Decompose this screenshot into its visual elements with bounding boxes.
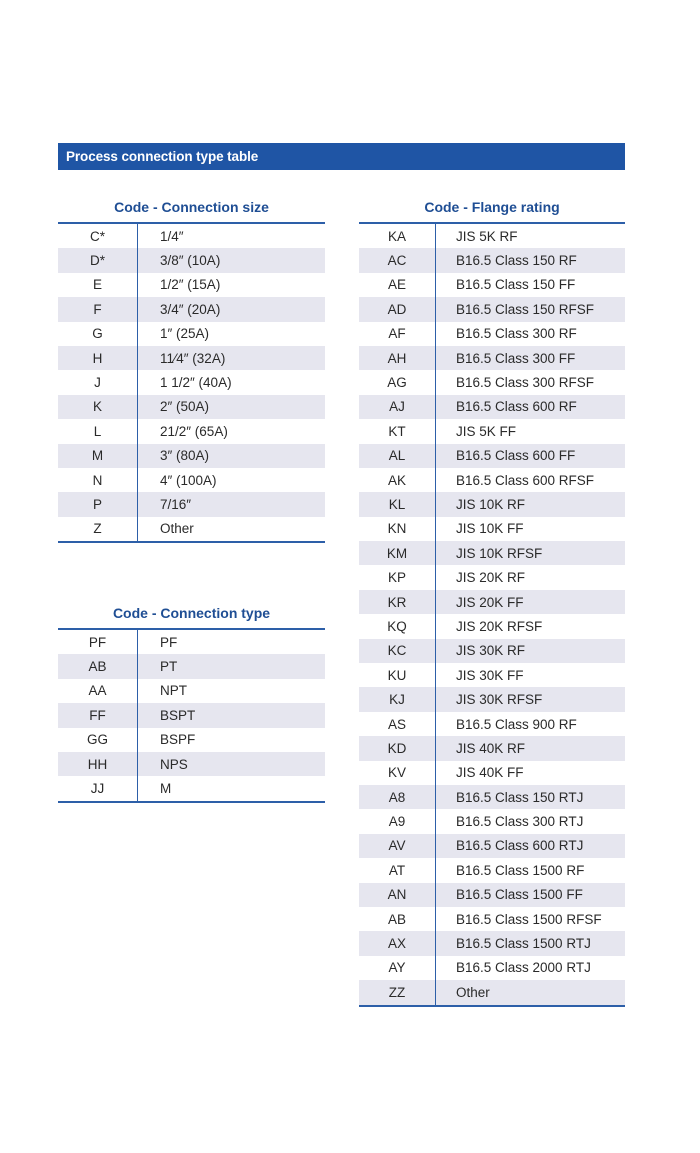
value-cell: NPT <box>160 683 187 699</box>
code-cell: KQ <box>359 614 436 638</box>
section-banner <box>58 143 625 170</box>
code-cell: D* <box>58 248 138 272</box>
code-cell: KD <box>359 736 436 760</box>
value-cell: B16.5 Class 150 RTJ <box>456 789 584 805</box>
value-cell: 3/4″ (20A) <box>160 301 221 317</box>
code-cell: J <box>58 370 138 394</box>
table-row <box>58 679 325 703</box>
code-cell: P <box>58 492 138 516</box>
table-row <box>359 297 625 321</box>
table-row <box>58 273 325 297</box>
table-title: Code - Connection type <box>112 605 271 621</box>
code-cell: KJ <box>359 687 436 711</box>
table-row <box>58 297 325 321</box>
table-row <box>359 785 625 809</box>
code-cell: AT <box>359 858 436 882</box>
value-cell: PF <box>160 634 178 650</box>
value-cell: JIS 30K FF <box>456 667 524 683</box>
value-cell: 21/2″ (65A) <box>160 423 228 439</box>
value-cell: JIS 30K RF <box>456 643 526 659</box>
table-row <box>58 703 325 727</box>
connection-type-table <box>58 598 325 803</box>
table-row <box>58 346 325 370</box>
table-row <box>359 565 625 589</box>
code-cell: KR <box>359 590 436 614</box>
table-row <box>359 883 625 907</box>
code-cell: E <box>58 273 138 297</box>
table-row <box>58 776 325 800</box>
value-cell: 1″ (25A) <box>160 326 210 342</box>
table-row <box>58 517 325 541</box>
value-cell: NPS <box>160 756 188 772</box>
value-cell: JIS 40K FF <box>456 765 524 781</box>
code-cell: GG <box>58 728 138 752</box>
code-cell: ZZ <box>359 980 436 1004</box>
table-row <box>359 980 625 1004</box>
code-cell: M <box>58 444 138 468</box>
value-cell: B16.5 Class 300 FF <box>456 350 576 366</box>
value-cell: 4″ (100A) <box>160 472 217 488</box>
table-row <box>58 224 325 248</box>
connection-size-table <box>58 192 325 543</box>
code-cell: HH <box>58 752 138 776</box>
value-cell: JIS 40K RF <box>456 740 526 756</box>
table-row <box>359 663 625 687</box>
value-cell: B16.5 Class 2000 RTJ <box>456 960 591 976</box>
value-cell: JIS 10K FF <box>456 521 524 537</box>
table-row <box>58 728 325 752</box>
value-cell: B16.5 Class 1500 FF <box>456 887 583 903</box>
value-cell: JIS 20K RF <box>456 570 526 586</box>
code-cell: A9 <box>359 809 436 833</box>
value-cell: B16.5 Class 150 RF <box>456 253 577 269</box>
value-cell: JIS 20K RFSF <box>456 618 543 634</box>
table-row <box>359 395 625 419</box>
table-row <box>58 322 325 346</box>
table-row <box>359 322 625 346</box>
code-cell: KV <box>359 761 436 785</box>
code-cell: AY <box>359 956 436 980</box>
code-cell: Z <box>58 517 138 541</box>
code-cell: AN <box>359 883 436 907</box>
table-row <box>359 370 625 394</box>
value-cell: Other <box>160 521 194 537</box>
table-row <box>58 248 325 272</box>
table-row <box>359 956 625 980</box>
value-cell: 7/16″ <box>160 496 192 512</box>
code-cell: PF <box>58 630 138 654</box>
value-cell: B16.5 Class 600 RFSF <box>456 472 595 488</box>
value-cell: BSPF <box>160 732 196 748</box>
table-row <box>359 248 625 272</box>
table-row <box>359 687 625 711</box>
code-cell: AC <box>359 248 436 272</box>
table-title: Code - Flange rating <box>424 199 560 215</box>
code-cell: AB <box>359 907 436 931</box>
table-row <box>359 931 625 955</box>
code-cell: AE <box>359 273 436 297</box>
code-cell: FF <box>58 703 138 727</box>
code-cell: G <box>58 322 138 346</box>
code-cell: A8 <box>359 785 436 809</box>
table-row <box>359 858 625 882</box>
code-cell: L <box>58 419 138 443</box>
code-cell: F <box>58 297 138 321</box>
value-cell: B16.5 Class 1500 RFSF <box>456 911 602 927</box>
value-cell: JIS 10K RFSF <box>456 545 543 561</box>
code-cell: AS <box>359 712 436 736</box>
code-cell: AD <box>359 297 436 321</box>
value-cell: B16.5 Class 900 RF <box>456 716 577 732</box>
code-cell: KL <box>359 492 436 516</box>
flange-rating-table <box>359 192 625 1007</box>
table-row <box>359 736 625 760</box>
table-row <box>58 395 325 419</box>
code-cell: AV <box>359 834 436 858</box>
table-row <box>58 630 325 654</box>
value-cell: 1 1/2″ (40A) <box>160 375 232 391</box>
table-row <box>359 419 625 443</box>
table-row <box>359 834 625 858</box>
table-row <box>359 224 625 248</box>
table-row <box>359 517 625 541</box>
code-cell: AJ <box>359 395 436 419</box>
table-body <box>58 222 325 543</box>
table-row <box>58 419 325 443</box>
code-cell: AK <box>359 468 436 492</box>
code-cell: AA <box>58 679 138 703</box>
value-cell: BSPT <box>160 707 196 723</box>
value-cell: 11⁄4″ (32A) <box>160 350 226 366</box>
table-row <box>359 907 625 931</box>
value-cell: 3/8″ (10A) <box>160 253 221 269</box>
value-cell: B16.5 Class 600 FF <box>456 448 576 464</box>
code-cell: AH <box>359 346 436 370</box>
code-cell: KM <box>359 541 436 565</box>
table-row <box>359 541 625 565</box>
table-row <box>359 273 625 297</box>
value-cell: JIS 30K RFSF <box>456 692 543 708</box>
code-cell: KU <box>359 663 436 687</box>
table-row <box>359 492 625 516</box>
code-cell: KA <box>359 224 436 248</box>
value-cell: 3″ (80A) <box>160 448 210 464</box>
value-cell: B16.5 Class 150 RFSF <box>456 301 595 317</box>
value-cell: JIS 10K RF <box>456 496 526 512</box>
value-cell: B16.5 Class 300 RFSF <box>456 375 595 391</box>
table-row <box>58 370 325 394</box>
table-row <box>359 590 625 614</box>
table-row <box>58 468 325 492</box>
value-cell: JIS 5K FF <box>456 423 517 439</box>
value-cell: B16.5 Class 1500 RTJ <box>456 936 591 952</box>
table-row <box>58 654 325 678</box>
table-row <box>359 614 625 638</box>
code-cell: JJ <box>58 776 138 800</box>
value-cell: 2″ (50A) <box>160 399 210 415</box>
value-cell: 1/2″ (15A) <box>160 277 221 293</box>
value-cell: Other <box>456 984 490 1000</box>
table-row <box>359 468 625 492</box>
table-row <box>359 346 625 370</box>
value-cell: M <box>160 781 172 797</box>
table-row <box>359 444 625 468</box>
value-cell: B16.5 Class 600 RTJ <box>456 838 584 854</box>
table-row <box>359 639 625 663</box>
value-cell: B16.5 Class 600 RF <box>456 399 577 415</box>
value-cell: B16.5 Class 1500 RF <box>456 862 585 878</box>
value-cell: 1/4″ <box>160 228 184 244</box>
value-cell: PT <box>160 659 178 675</box>
table-row <box>58 444 325 468</box>
value-cell: JIS 20K FF <box>456 594 524 610</box>
code-cell: KP <box>359 565 436 589</box>
code-cell: KN <box>359 517 436 541</box>
code-cell: AF <box>359 322 436 346</box>
table-body <box>58 628 325 803</box>
code-cell: K <box>58 395 138 419</box>
code-cell: H <box>58 346 138 370</box>
code-cell: KC <box>359 639 436 663</box>
table-body <box>359 222 625 1007</box>
table-title: Code - Connection size <box>114 199 269 215</box>
table-row <box>359 761 625 785</box>
code-cell: AG <box>359 370 436 394</box>
table-row <box>58 752 325 776</box>
banner-title: Process connection type table <box>66 149 259 164</box>
value-cell: JIS 5K RF <box>456 228 518 244</box>
code-cell: N <box>58 468 138 492</box>
value-cell: B16.5 Class 300 RTJ <box>456 814 584 830</box>
value-cell: B16.5 Class 150 FF <box>456 277 576 293</box>
code-cell: C* <box>58 224 138 248</box>
table-row <box>359 809 625 833</box>
table-row <box>58 492 325 516</box>
value-cell: B16.5 Class 300 RF <box>456 326 577 342</box>
code-cell: KT <box>359 419 436 443</box>
table-row <box>359 712 625 736</box>
code-cell: AX <box>359 931 436 955</box>
code-cell: AL <box>359 444 436 468</box>
code-cell: AB <box>58 654 138 678</box>
